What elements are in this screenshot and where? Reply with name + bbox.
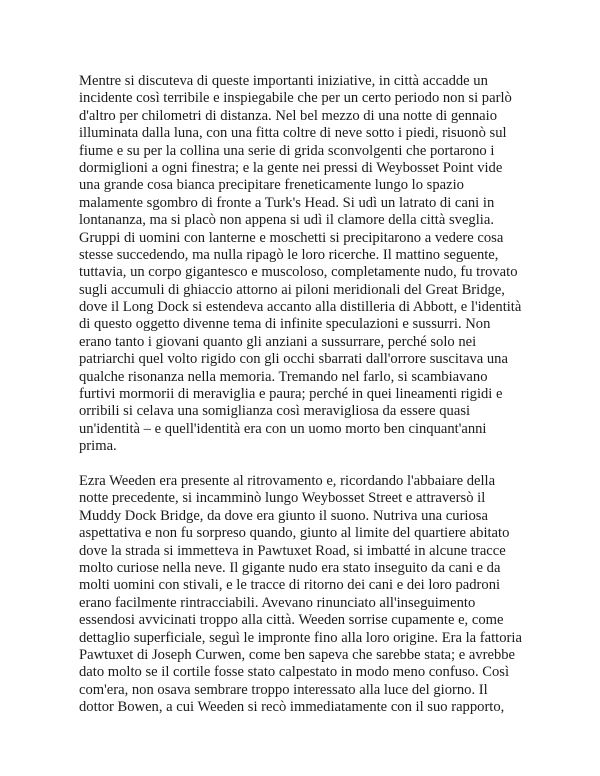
text-line: un'identità – e quell'identità era con un uomo morto ben cinquant'anni [79,420,487,437]
text-line: una grande cosa bianca precipitare freneticamente lungo lo spazio [79,177,464,194]
text-line: Mentre si discuteva di queste importanti iniziative, in città accadde un [79,73,488,89]
text-line: prima. [79,438,117,455]
text-line: Muddy Dock Bridge, da dove era giunto il suono. Nutriva una curiosa [79,507,488,524]
text-line: qualche risonanza nella memoria. Tremando nel farlo, si scambiavano [79,368,488,385]
text-line: stesse succedendo, ma nulla ripagò le loro ricerche. Il mattino seguente, [79,246,499,263]
text-line: di questo oggetto divenne tema di infinite speculazioni e sussurri. Non [79,316,491,333]
text-line: erano tanto i giovani quanto gli anziani a sussurrare, perché solo nei [79,333,477,350]
text-line: incidente così terribile e inspiegabile che per un certo periodo non si parlò [79,90,512,107]
text-line: dettaglio superficiale, seguì le impronte fino alla loro origine. Era la fattoria [79,629,522,646]
text-line: sugli accumuli di ghiaccio attorno ai piloni meridionali del Great Bridge, [79,281,505,298]
text-line: dove il Long Dock si estendeva accanto alla distilleria di Abbott, e l'identità [79,299,522,316]
text-line: Gruppi di uomini con lanterne e moschetti si precipitarono a vedere cosa [79,229,504,246]
text-line: patriarchi quel volto rigido con gli occhi sbarrati dall'orrore suscitava una [79,351,508,368]
text-line: dormiglioni a ogni finestra; e la gente nei pressi di Weybosset Point vide [79,159,503,176]
text-line: furtivi mormorii di meraviglia e paura; perché in quei lineamenti rigidi e [79,386,503,403]
text-line: dato molto se il cortile fosse stato calpestato in modo meno confuso. Così [79,664,510,681]
text-line: dottor Bowen, a cui Weeden si recò immediatamente con il suo rapporto, [79,699,505,716]
text-line: illuminata dalla luna, con una fitta coltre di neve sotto i piedi, risuonò sul [79,125,507,142]
text-line: Ezra Weeden era presente al ritrovamento e, ricordando l'abbaiare della [79,472,496,489]
paragraph-1 [79,73,529,456]
text-line: aspettativa e non fu sorpreso quando, giunto al limite del quartiere abitato [79,525,510,542]
text-line: essendosi avvicinati troppo alla città. Weeden sorrise cupamente e, come [79,612,504,629]
document-page [79,73,529,716]
text-line: fiume e su per la collina una serie di grida sconvolgenti che portarono i [79,142,495,159]
text-line: notte precedente, si incamminò lungo Weybosset Street e attraversò il [79,490,486,507]
text-line: d'altro per chilometri di distanza. Nel bel mezzo di una notte di gennaio [79,107,498,124]
paragraph-2 [79,473,529,716]
text-line: molti uomini con stivali, e le tracce di ritorno dei cani e dei loro padroni [79,577,501,594]
text-line: Pawtuxet di Joseph Curwen, come ben sapeva che sarebbe stata; e avrebbe [79,646,516,663]
text-line: malamente sgombro di fronte a Turk's Head. Si udì un latrato di cani in [79,194,495,211]
text-line: erano facilmente rintracciabili. Avevano rinunciato all'inseguimento [79,594,476,611]
text-line: dove la strada si immetteva in Pawtuxet Road, si imbatté in alcune tracce [79,542,506,559]
text-line: com'era, non osava sembrare troppo interessato alla luce del giorno. Il [79,681,488,698]
text-line: lontananza, ma si placò non appena si udì il clamore della città sveglia. [79,212,494,229]
text-line: orribili si celava una somiglianza così meravigliosa da essere quasi [79,403,471,420]
text-line: tuttavia, un corpo gigantesco e muscoloso, completamente nudo, fu trovato [79,264,518,281]
text-line: molto curiose nella neve. Il gigante nudo era stato inseguito da cani e da [79,559,501,576]
